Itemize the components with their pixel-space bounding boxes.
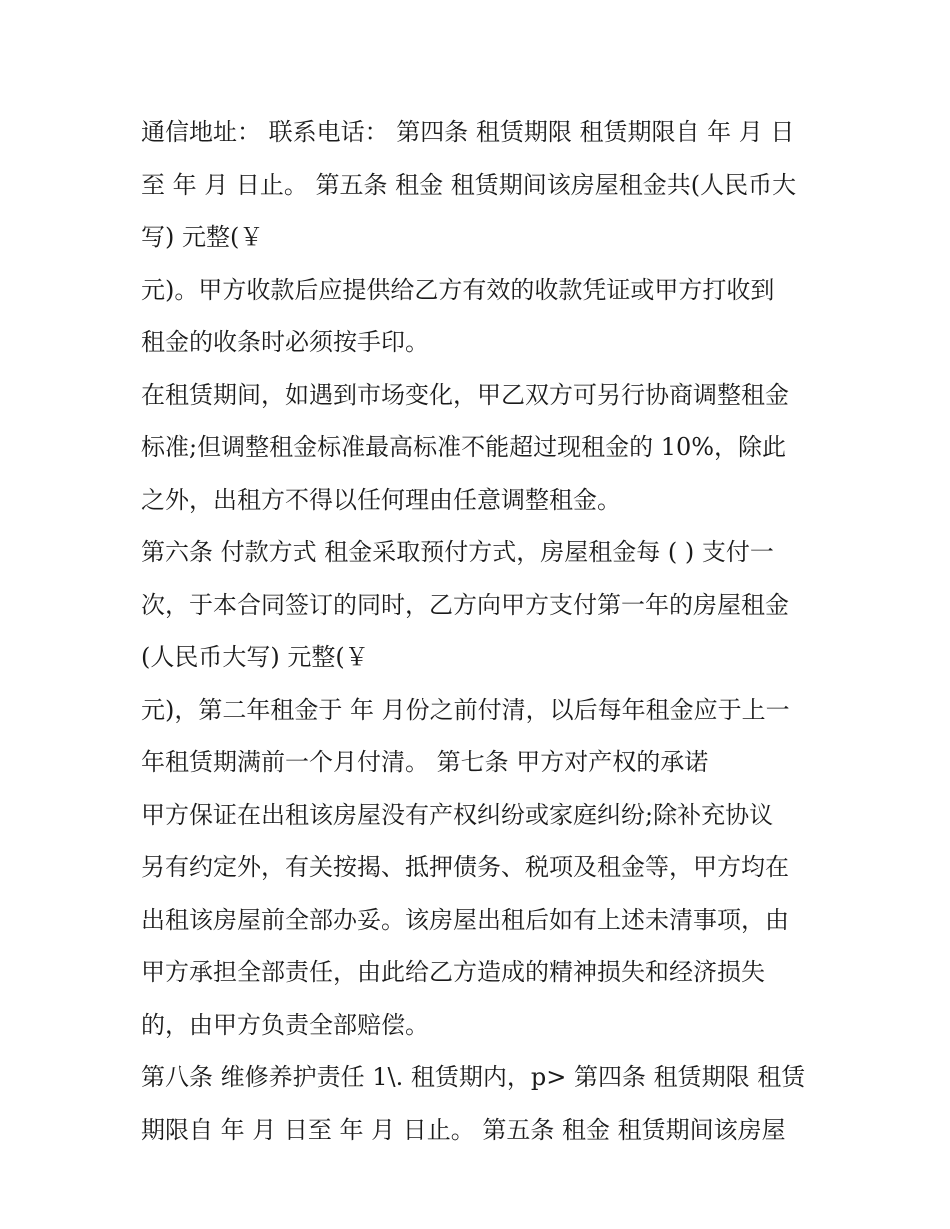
- text-line: 的，由甲方负责全部赔偿。: [141, 1010, 429, 1039]
- text-line: 租金的收条时必须按手印。: [141, 328, 429, 356]
- text-line: 出租该房屋前全部办妥。该房屋出租后如有上述未清事项，由: [141, 905, 789, 934]
- text-line: 之外，出租方不得以任何理由任意调整租金。: [141, 485, 621, 514]
- text-line: 第六条 付款方式 租金采取预付方式，房屋租金每 ( ) 支付一: [141, 538, 774, 566]
- text-line: 至 年 月 日止。 第五条 租金 租赁期间该房屋租金共(人民币大: [141, 170, 797, 199]
- text-line: 年租赁期满前一个月付清。 第七条 甲方对产权的承诺: [141, 748, 709, 776]
- text-line: 次，于本合同签订的同时，乙方向甲方支付第一年的房屋租金: [141, 590, 789, 619]
- text-line: 写) 元整(￥: [141, 223, 264, 251]
- text-line: 甲方承担全部责任，由此给乙方造成的精神损失和经济损失: [141, 958, 765, 986]
- text-line: 另有约定外，有关按揭、抵押债务、税项及租金等，甲方均在: [141, 853, 789, 881]
- text-line: 期限自 年 月 日至 年 月 日止。 第五条 租金 租赁期间该房屋: [141, 1115, 786, 1144]
- text-line: 元)。甲方收款后应提供给乙方有效的收款凭证或甲方打收到: [141, 275, 775, 304]
- contract-text-body: [141, 106, 821, 1156]
- text-line: 在租赁期间，如遇到市场变化，甲乙双方可另行协商调整租金: [141, 380, 789, 409]
- text-line: (人民币大写) 元整(￥: [141, 643, 369, 671]
- text-line: 甲方保证在出租该房屋没有产权纠纷或家庭纠纷;除补充协议: [141, 800, 774, 829]
- text-line: 标准;但调整租金标准最高标准不能超过现租金的 10%，除此: [141, 433, 787, 461]
- text-line: 第八条 维修养护责任 1\. 租赁期内，p> 第四条 租赁期限 租赁: [141, 1063, 806, 1091]
- text-line: 元)，第二年租金于 年 月份之前付清，以后每年租金应于上一: [141, 695, 790, 724]
- text-line: 通信地址： 联系电话： 第四条 租赁期限 租赁期限自 年 月 日: [141, 118, 795, 146]
